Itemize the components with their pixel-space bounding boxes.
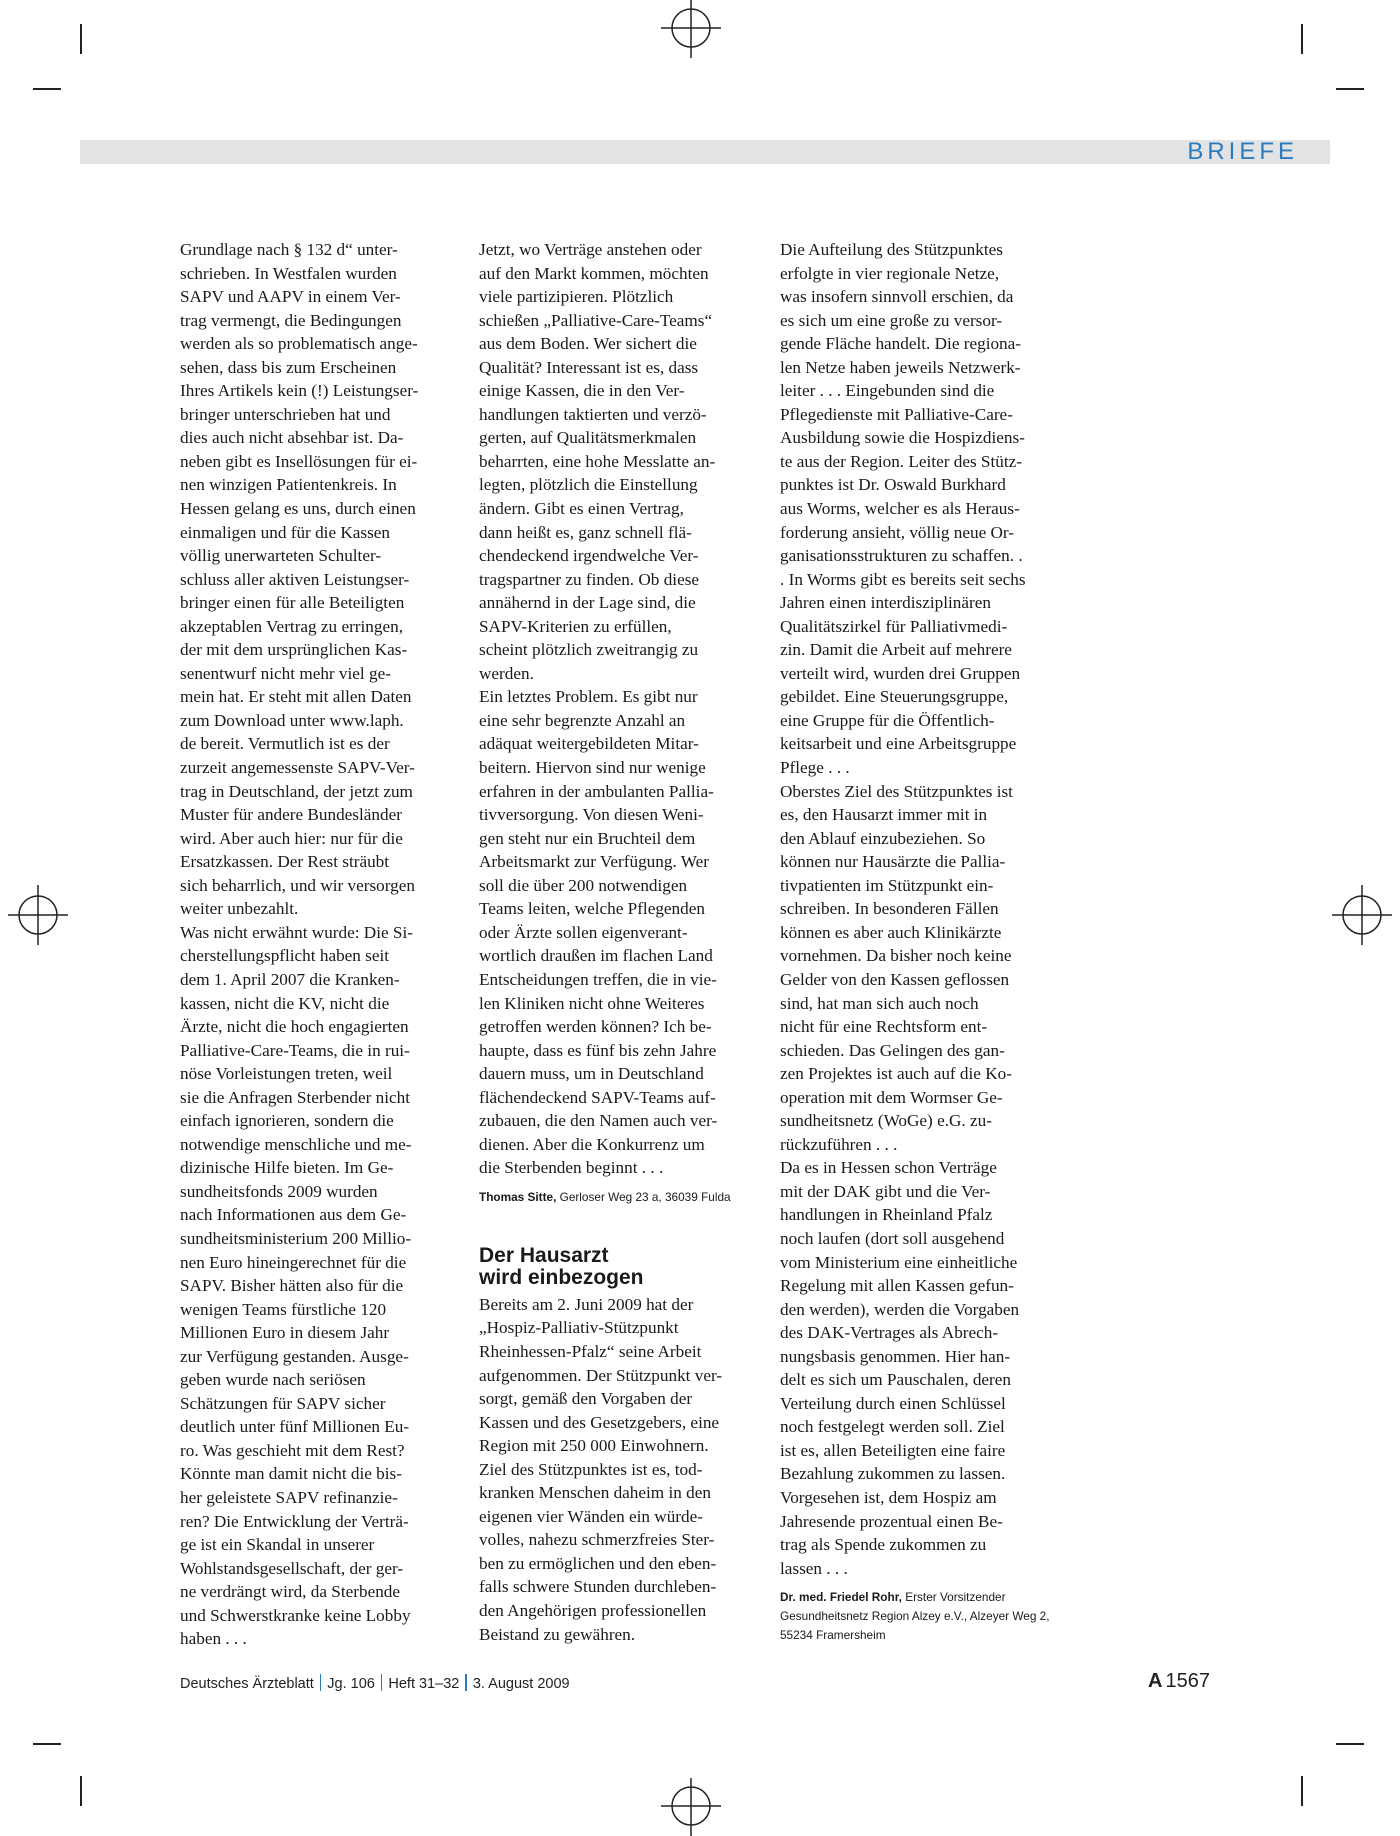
page-number <box>1148 1670 1210 1693</box>
text-line: handlungen in Rheinland Pfalz <box>780 1205 993 1225</box>
page-number-value: 1567 <box>1165 1670 1210 1692</box>
text-line: flächendeckend SAPV-Teams auf- <box>479 1087 716 1107</box>
text-line: beitern. Hiervon sind nur wenige <box>479 758 706 778</box>
journal-name: Deutsches Ärzteblatt <box>180 1676 314 1692</box>
text-line: sind, hat man sich auch noch <box>780 993 979 1013</box>
text-line: haben . . . <box>180 1629 247 1649</box>
text-line: aufgenommen. Der Stützpunkt ver- <box>479 1365 723 1385</box>
letter-headline <box>479 1245 755 1289</box>
text-line: getroffen werden können? Ich be- <box>479 1017 712 1037</box>
crop-mark <box>80 1776 82 1806</box>
text-line: kranken Menschen daheim in den <box>479 1483 711 1503</box>
signature-sitte <box>479 1188 755 1207</box>
text-line: Kassen und des Gesetzgebers, eine <box>479 1412 720 1432</box>
text-line: dienen. Aber die Konkurrenz um <box>479 1134 705 1154</box>
text-line: scheint plötzlich zweitrangig zu <box>479 640 699 660</box>
text-line: ist es, allen Beteiligten eine faire <box>780 1440 1006 1460</box>
footer-separator <box>465 1674 467 1691</box>
signature-title: Erster Vorsitzender <box>901 1590 1006 1605</box>
text-line: schluss aller aktiven Leistungser- <box>180 569 410 589</box>
crop-mark <box>1336 88 1364 90</box>
text-line: sundheitsministerium 200 Millio- <box>180 1228 412 1248</box>
text-line: delt es sich um Pauschalen, deren <box>780 1370 1012 1390</box>
text-line: Ziel des Stützpunktes ist es, tod- <box>479 1459 703 1479</box>
column-1 <box>180 238 456 1651</box>
signature-address: Gerloser Weg 23 a, 36039 Fulda <box>556 1189 731 1204</box>
footer-separator <box>381 1674 383 1691</box>
text-line: erfahren in der ambulanten Pallia- <box>479 781 714 801</box>
text-line: nen Euro hineingerechnet für die <box>180 1252 407 1272</box>
text-line: schieden. Das Gelingen des gan- <box>780 1040 1005 1060</box>
text-line: zin. Damit die Arbeit auf mehrere <box>780 640 1012 660</box>
text-line: dem 1. April 2007 die Kranken- <box>180 969 400 989</box>
text-line: sundheitsfonds 2009 wurden <box>180 1181 378 1201</box>
text-line: neben gibt es Insellösungen für ei- <box>180 451 418 471</box>
text-line: volles, nahezu schmerzfreies Ster- <box>479 1530 715 1550</box>
text-line: wird. Aber auch hier: nur für die <box>180 828 403 848</box>
text-line: dauern muss, um in Deutschland <box>479 1064 704 1084</box>
text-line: tivpatienten im Stützpunkt ein- <box>780 875 994 895</box>
text-line: ren? Die Entwicklung der Verträ- <box>180 1511 409 1531</box>
text-line: Arbeitsmarkt zur Verfügung. Wer <box>479 852 709 872</box>
page-prefix: A <box>1148 1670 1163 1692</box>
text-line: rückzuführen . . . <box>780 1134 898 1154</box>
text-line: wenigen Teams fürstliche 120 <box>180 1299 387 1319</box>
text-line: werden. <box>479 663 534 683</box>
text-line: soll die über 200 notwendigen <box>479 875 688 895</box>
text-line: cherstellungspflicht haben seit <box>180 946 390 966</box>
text-line: Verteilung durch einen Schlüssel <box>780 1393 1006 1413</box>
text-line: Die Aufteilung des Stützpunktes <box>780 240 1003 259</box>
crop-mark <box>33 88 61 90</box>
text-line: Jahren einen interdisziplinären <box>780 593 991 613</box>
text-line: gen steht nur ein Bruchteil dem <box>479 828 696 848</box>
journal-volume: Jg. 106 <box>327 1676 375 1692</box>
column-3 <box>780 238 1056 1645</box>
text-line: Bereits am 2. Juni 2009 hat der <box>479 1294 694 1314</box>
text-line: oder Ärzte sollen eigenverant- <box>479 922 688 942</box>
signature-rohr <box>780 1588 1056 1645</box>
text-line: trag als Spende zukommen zu <box>780 1535 987 1555</box>
text-line: Bezahlung zukommen zu lassen. <box>780 1464 1006 1484</box>
text-line: verteilt wird, wurden drei Gruppen <box>780 663 1021 683</box>
footer <box>180 1674 570 1692</box>
text-line: Millionen Euro in diesem Jahr <box>180 1323 390 1343</box>
text-line: völlig unerwarteten Schulter- <box>180 546 382 566</box>
text-line: ro. Was geschieht mit dem Rest? <box>180 1440 405 1460</box>
text-line: bringer einen für alle Beteiligten <box>180 593 405 613</box>
text-line: viele partizipieren. Plötzlich <box>479 287 674 307</box>
text-line: noch laufen (dort soll ausgehend <box>780 1228 1005 1248</box>
text-line: zen Projektes ist auch auf die Ko- <box>780 1064 1012 1084</box>
text-line: SAPV. Bisher hätten also für die <box>180 1276 404 1296</box>
text-line: eine sehr begrenzte Anzahl an <box>479 710 686 730</box>
footer-separator <box>320 1674 322 1691</box>
text-line: sich beharrlich, und wir versorgen <box>180 875 415 895</box>
crop-mark <box>1336 1743 1364 1745</box>
text-line: schießen „Palliative-Care-Teams“ <box>479 310 713 330</box>
text-line: nach Informationen aus dem Ge- <box>180 1205 407 1225</box>
text-line: der mit dem ursprünglichen Kas- <box>180 640 408 660</box>
text-line: Jetzt, wo Verträge anstehen oder <box>479 240 702 259</box>
letter-continuation <box>479 238 755 1180</box>
text-line: beharrten, eine hohe Messlatte an- <box>479 451 716 471</box>
text-line: operation mit dem Wormser Ge- <box>780 1087 1003 1107</box>
text-line: her geleistete SAPV refinanzie- <box>180 1487 398 1507</box>
text-line: ge ist ein Skandal in unserer <box>180 1535 375 1555</box>
text-line: zurzeit angemessenste SAPV-Ver- <box>180 758 415 778</box>
text-line: forderung ansieht, völlig neue Or- <box>780 522 1015 542</box>
signature-city: 55234 Framersheim <box>780 1628 886 1643</box>
text-line: Entscheidungen treffen, die in vie- <box>479 969 717 989</box>
signature-name: Thomas Sitte, <box>479 1189 557 1204</box>
headline-line-1: Der Hausarzt <box>479 1243 609 1267</box>
text-line: „Hospiz-Palliativ-Stützpunkt <box>479 1318 679 1338</box>
text-line: Muster für andere Bundesländer <box>180 805 402 825</box>
text-line: ben zu ermöglichen und den eben- <box>479 1553 717 1573</box>
text-line: legten, plötzlich die Einstellung <box>479 475 698 495</box>
crop-mark <box>80 24 82 54</box>
text-line: des DAK-Vertrages als Abrech- <box>780 1323 999 1343</box>
text-line: de bereit. Vermutlich ist es der <box>180 734 390 754</box>
text-line: Ihres Artikels kein (!) Leistungser- <box>180 381 419 401</box>
text-line: Gelder von den Kassen geflossen <box>780 969 1010 989</box>
text-line: zubauen, die den Namen auch ver- <box>479 1111 718 1131</box>
text-line: gende Fläche handelt. Die regiona- <box>780 334 1022 354</box>
text-line: kassen, nicht die KV, nicht die <box>180 993 390 1013</box>
registration-mark-bottom <box>659 1772 723 1836</box>
text-line: eine Gruppe für die Öffentlich- <box>780 710 995 730</box>
text-line: eigenen vier Wänden ein würde- <box>479 1506 703 1526</box>
text-line: ganisationsstrukturen zu schaffen. . <box>780 546 1023 566</box>
text-line: weiter unbezahlt. <box>180 899 299 919</box>
letter-body <box>479 1293 755 1646</box>
text-line: falls schwere Stunden durchleben- <box>479 1577 717 1597</box>
text-line: erfolgte in vier regionale Netze, <box>780 263 1000 283</box>
text-line: dann heißt es, ganz schnell flä- <box>479 522 692 542</box>
text-line: keitsarbeit und eine Arbeitsgruppe <box>780 734 1017 754</box>
text-line: Qualitätszirkel für Palliativmedi- <box>780 616 1008 636</box>
text-line: dizinische Hilfe bieten. Im Ge- <box>180 1158 394 1178</box>
crop-mark <box>33 1743 61 1745</box>
text-line: Hessen gelang es uns, durch einen <box>180 499 416 519</box>
text-line: Ausbildung sowie die Hospizdiens- <box>780 428 1025 448</box>
crop-mark <box>1301 1776 1303 1806</box>
text-line: sehen, dass bis zum Erscheinen <box>180 357 397 377</box>
text-line: punktes ist Dr. Oswald Burkhard <box>780 475 1006 495</box>
text-line: chendeckend irgendwelche Ver- <box>479 546 699 566</box>
text-line: Teams leiten, welche Pflegenden <box>479 899 705 919</box>
text-line: Ärzte, nicht die hoch engagierten <box>180 1017 409 1037</box>
text-line: und Schwerstkranke keine Lobby <box>180 1605 411 1625</box>
text-line: aus dem Boden. Wer sichert die <box>479 334 697 354</box>
text-line: tivversorgung. Von diesen Weni- <box>479 805 704 825</box>
text-line: akzeptablen Vertrag zu erringen, <box>180 616 404 636</box>
text-line: haupte, dass es fünf bis zehn Jahre <box>479 1040 717 1060</box>
text-line: annähernd in der Lage sind, die <box>479 593 696 613</box>
journal-issue: Heft 31–32 <box>388 1676 460 1692</box>
text-line: senentwurf nicht mehr viel ge- <box>180 663 391 683</box>
text-line: bringer unterschrieben hat und <box>180 404 391 424</box>
text-line: Was nicht erwähnt wurde: Die Si- <box>180 922 413 942</box>
text-line: einige Kassen, die in den Ver- <box>479 381 685 401</box>
text-line: gerten, auf Qualitätsmerkmalen <box>479 428 697 448</box>
text-line: leiter . . . Eingebunden sind die <box>780 381 995 401</box>
text-line: geben wurde nach seriösen <box>180 1370 366 1390</box>
text-line: aus Worms, welcher es als Heraus- <box>780 499 1020 519</box>
text-line: Wohlstandsgesellschaft, der ger- <box>180 1558 404 1578</box>
text-line: die Sterbenden beginnt . . . <box>479 1158 664 1178</box>
text-line: Pflegedienste mit Palliative-Care- <box>780 404 1013 424</box>
text-line: handlungen taktierten und verzö- <box>479 404 707 424</box>
text-line: Ersatzkassen. Der Rest sträubt <box>180 852 390 872</box>
text-line: te aus der Region. Leiter des Stütz- <box>780 451 1022 471</box>
text-line: was insofern sinnvoll erschien, da <box>780 287 1014 307</box>
text-line: können es aber auch Klinikärzte <box>780 922 1002 942</box>
text-line: deutlich unter fünf Millionen Eu- <box>180 1417 410 1437</box>
signature-organisation: Gesundheitsnetz Region Alzey e.V., Alzeyer Weg 2, <box>780 1609 1050 1624</box>
column-2 <box>479 238 755 1646</box>
registration-mark-top <box>659 0 723 64</box>
text-line: SAPV und AAPV in einem Ver- <box>180 287 401 307</box>
crop-mark <box>1301 24 1303 54</box>
text-line: wortlich draußen im flachen Land <box>479 946 713 966</box>
text-line: vom Ministerium eine einheitliche <box>780 1252 1018 1272</box>
text-line: nöse Vorleistungen treten, weil <box>180 1064 393 1084</box>
text-line: Regelung mit allen Kassen gefun- <box>780 1276 1014 1296</box>
text-line: trag vermengt, die Bedingungen <box>180 310 402 330</box>
text-line: mit der DAK gibt und die Ver- <box>780 1181 991 1201</box>
text-line: nicht für eine Rechtsform ent- <box>780 1017 988 1037</box>
text-line: schrieben. In Westfalen wurden <box>180 263 397 283</box>
text-line: werden als so problematisch ange- <box>180 334 418 354</box>
text-line: sie die Anfragen Sterbender nicht <box>180 1087 411 1107</box>
text-line: Rheinhessen-Pfalz“ seine Arbeit <box>479 1341 702 1361</box>
text-line: den werden), werden die Vorgaben <box>780 1299 1020 1319</box>
text-line: Vorgesehen ist, dem Hospiz am <box>780 1487 997 1507</box>
text-line: einfach ignorieren, sondern die <box>180 1111 394 1131</box>
text-line: Oberstes Ziel des Stützpunktes ist <box>780 781 1013 801</box>
signature-name: Dr. med. Friedel Rohr, <box>780 1590 902 1605</box>
text-line: Da es in Hessen schon Verträge <box>780 1158 997 1178</box>
text-line: nungsbasis genommen. Hier han- <box>780 1346 1011 1366</box>
text-line: vornehmen. Da bisher noch keine <box>780 946 1012 966</box>
text-line: zum Download unter www.laph. <box>180 710 404 730</box>
text-line: den Angehörigen professionellen <box>479 1600 707 1620</box>
registration-mark-left <box>8 883 72 947</box>
text-line: Pflege . . . <box>780 758 850 778</box>
text-line: ändern. Gibt es einen Vertrag, <box>479 499 684 519</box>
text-line: . In Worms gibt es bereits seit sechs <box>780 569 1026 589</box>
text-line: Qualität? Interessant ist es, dass <box>479 357 699 377</box>
text-line: Ein letztes Problem. Es gibt nur <box>479 687 698 707</box>
text-line: adäquat weitergebildeten Mitar- <box>479 734 699 754</box>
text-line: lassen . . . <box>780 1558 848 1578</box>
text-line: noch festgelegt werden soll. Ziel <box>780 1417 1005 1437</box>
text-line: trag in Deutschland, der jetzt zum <box>180 781 413 801</box>
text-line: mein hat. Er steht mit allen Daten <box>180 687 412 707</box>
text-line: Jahresende prozentual einen Be- <box>780 1511 1003 1531</box>
text-line: es, den Hausarzt immer mit in <box>780 805 988 825</box>
journal-date: 3. August 2009 <box>472 1676 570 1692</box>
text-line: Könnte man damit nicht die bis- <box>180 1464 402 1484</box>
registration-mark-right <box>1328 883 1392 947</box>
text-line: Grundlage nach § 132 d“ unter- <box>180 240 398 259</box>
text-line: auf den Markt kommen, möchten <box>479 263 709 283</box>
headline-line-2: wird einbezogen <box>479 1265 644 1289</box>
text-line: Beistand zu gewähren. <box>479 1624 636 1644</box>
text-line: notwendige menschliche und me- <box>180 1134 412 1154</box>
text-line: den Ablauf einzubeziehen. So <box>780 828 986 848</box>
text-line: Region mit 250 000 Einwohnern. <box>479 1436 709 1456</box>
letter-body-continued <box>780 238 1056 1580</box>
text-line: dies auch nicht absehbar ist. Da- <box>180 428 404 448</box>
text-line: sundheitsnetz (WoGe) e.G. zu- <box>780 1111 992 1131</box>
text-line: zur Verfügung gestanden. Ausge- <box>180 1346 409 1366</box>
text-line: len Kliniken nicht ohne Weiteres <box>479 993 705 1013</box>
text-line: können nur Hausärzte die Pallia- <box>780 852 1006 872</box>
text-line: Schätzungen für SAPV sicher <box>180 1393 386 1413</box>
text-line: schreiben. In besonderen Fällen <box>780 899 999 919</box>
text-line: nen winzigen Patientenkreis. In <box>180 475 397 495</box>
text-line: len Netze haben jeweils Netzwerk- <box>780 357 1021 377</box>
text-line: SAPV-Kriterien zu erfüllen, <box>479 616 672 636</box>
text-line: tragspartner zu finden. Ob diese <box>479 569 700 589</box>
text-line: einmaligen und für die Kassen <box>180 522 391 542</box>
text-line: sorgt, gemäß den Vorgaben der <box>479 1389 693 1409</box>
text-line: Palliative-Care-Teams, die in rui- <box>180 1040 410 1060</box>
section-title: BRIEFE <box>1187 138 1298 165</box>
text-line: gebildet. Eine Steuerungsgruppe, <box>780 687 1009 707</box>
header-band <box>80 140 1330 164</box>
text-line: es sich um eine große zu versor- <box>780 310 1003 330</box>
text-line: ne verdrängt wird, da Sterbende <box>180 1582 401 1602</box>
